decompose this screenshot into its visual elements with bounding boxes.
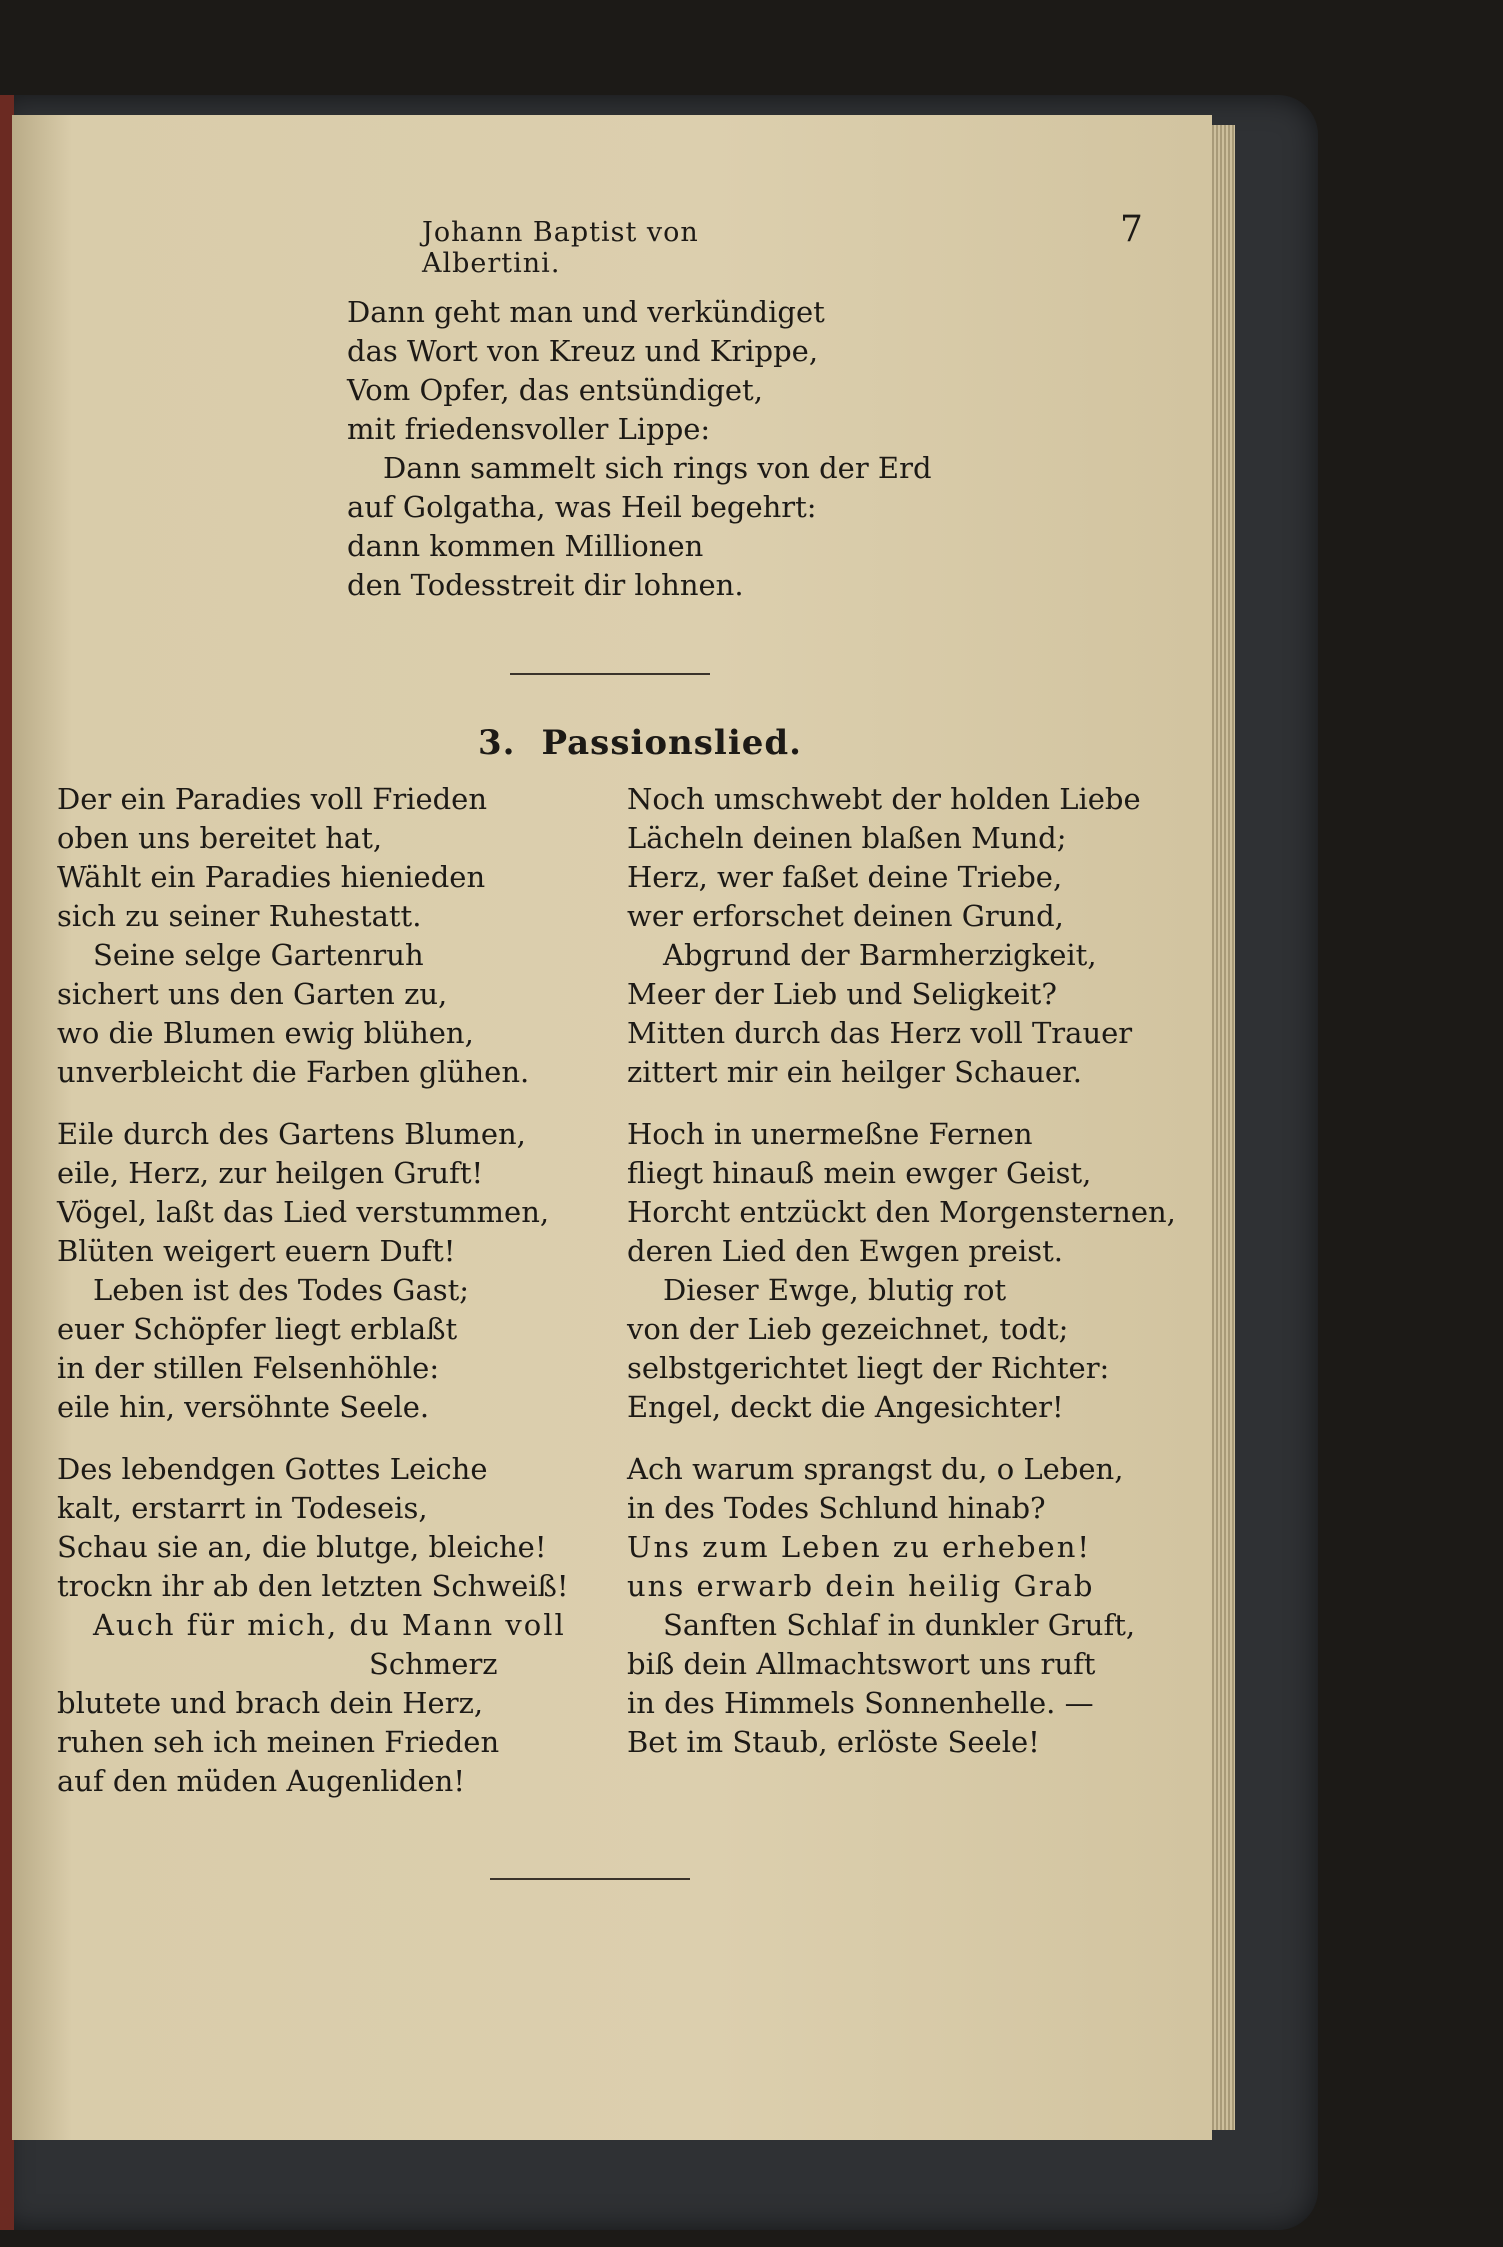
verse-line: Auch für mich, du Mann voll bbox=[93, 1608, 566, 1642]
running-title: Johann Baptist von Albertini. bbox=[422, 217, 699, 279]
verse-line: euer Schöpfer liegt erblaßt bbox=[57, 1312, 458, 1346]
verse-line: oben uns bereitet hat, bbox=[57, 821, 383, 855]
verse-line: blutete und brach dein Herz, bbox=[57, 1686, 484, 1720]
verse-line: sich zu seiner Ruhestatt. bbox=[57, 899, 422, 933]
verse-line: das Wort von Kreuz und Krippe, bbox=[347, 334, 819, 368]
verse-line: Blüten weigert euern Duft! bbox=[57, 1234, 456, 1268]
verse-line: Engel, deckt die Angesichter! bbox=[627, 1390, 1064, 1424]
verse-line: fliegt hinauß mein ewger Geist, bbox=[627, 1156, 1092, 1190]
verse-line: Dann geht man und verkündiget bbox=[347, 295, 825, 329]
verse-line: Dieser Ewge, blutig rot bbox=[663, 1273, 1007, 1307]
verse-line: Noch umschwebt der holden Liebe bbox=[627, 782, 1141, 816]
verse-line: deren Lied den Ewgen preist. bbox=[627, 1234, 1063, 1268]
verse-line: von der Lieb gezeichnet, todt; bbox=[627, 1312, 1069, 1346]
intro-stanza bbox=[347, 293, 932, 605]
verse-line: Herz, wer faßet deine Triebe, bbox=[627, 860, 1063, 894]
verse-line: auf Golgatha, was Heil begehrt: bbox=[347, 490, 817, 524]
verse-line: Meer der Lieb und Seligkeit? bbox=[627, 977, 1057, 1011]
verse-line: Wählt ein Paradies hienieden bbox=[57, 860, 486, 894]
verse-line: kalt, erstarrt in Todeseis, bbox=[57, 1491, 428, 1525]
verse-line: unverbleicht die Farben glühen. bbox=[57, 1055, 530, 1089]
verse-line: ruhen seh ich meinen Frieden bbox=[57, 1725, 500, 1759]
verse-line: selbstgerichtet liegt der Richter: bbox=[627, 1351, 1110, 1385]
verse-line: Schau sie an, die blutge, bleiche! bbox=[57, 1530, 547, 1564]
verse-line: Eile durch des Gartens Blumen, bbox=[57, 1117, 526, 1151]
verse-line: Vögel, laßt das Lied verstummen, bbox=[57, 1195, 550, 1229]
verse-line: sichert uns den Garten zu, bbox=[57, 977, 448, 1011]
verse-line: Des lebendgen Gottes Leiche bbox=[57, 1452, 488, 1486]
section-divider bbox=[510, 673, 710, 675]
verse-line: uns erwarb dein heilig Grab bbox=[627, 1569, 1095, 1603]
verse-line: Der ein Paradies voll Frieden bbox=[57, 782, 488, 816]
verse-line: in des Himmels Sonnenhelle. — bbox=[627, 1686, 1094, 1720]
verse-line: zittert mir ein heilger Schauer. bbox=[627, 1055, 1082, 1089]
verse-line: Vom Opfer, das entsündiget, bbox=[347, 373, 763, 407]
poem-number: 3. bbox=[478, 723, 516, 763]
verse-line: Abgrund der Barmherzigkeit, bbox=[663, 938, 1097, 972]
verse-line: Mitten durch das Herz voll Trauer bbox=[627, 1016, 1133, 1050]
poem-title-text: Passionslied. bbox=[541, 723, 802, 763]
verse-line: Hoch in unermeßne Fernen bbox=[627, 1117, 1033, 1151]
book-page bbox=[12, 115, 1212, 2140]
end-divider bbox=[490, 1878, 690, 1880]
right-stanza-2 bbox=[627, 1115, 1176, 1427]
verse-line: in des Todes Schlund hinab? bbox=[627, 1491, 1046, 1525]
verse-line: wer erforschet deinen Grund, bbox=[627, 899, 1064, 933]
verse-line-continuation: Schmerz bbox=[369, 1647, 498, 1681]
verse-line: eile hin, versöhnte Seele. bbox=[57, 1390, 430, 1424]
verse-line: Horcht entzückt den Morgensternen, bbox=[627, 1195, 1176, 1229]
verse-line: wo die Blumen ewig blühen, bbox=[57, 1016, 474, 1050]
left-stanza-2 bbox=[57, 1115, 549, 1427]
verse-line: mit friedensvoller Lippe: bbox=[347, 412, 711, 446]
verse-line: trockn ihr ab den letzten Schweiß! bbox=[57, 1569, 569, 1603]
verse-line: Lächeln deinen blaßen Mund; bbox=[627, 821, 1067, 855]
verse-line: in der stillen Felsenhöhle: bbox=[57, 1351, 440, 1385]
verse-line: Sanften Schlaf in dunkler Gruft, bbox=[663, 1608, 1136, 1642]
verse-line: eile, Herz, zur heilgen Gruft! bbox=[57, 1156, 484, 1190]
poem-title bbox=[478, 723, 802, 763]
verse-line: Bet im Staub, erlöste Seele! bbox=[627, 1725, 1040, 1759]
verse-line: Uns zum Leben zu erheben! bbox=[627, 1530, 1092, 1564]
left-stanza-1 bbox=[57, 780, 529, 1092]
right-stanza-3 bbox=[627, 1450, 1135, 1762]
verse-line: Ach warum sprangst du, o Leben, bbox=[627, 1452, 1124, 1486]
right-stanza-1 bbox=[627, 780, 1141, 1092]
left-stanza-3 bbox=[57, 1450, 587, 1801]
verse-line: Dann sammelt sich rings von der Erd bbox=[383, 451, 932, 485]
page-number: 7 bbox=[1120, 209, 1143, 250]
verse-line: biß dein Allmachtswort uns ruft bbox=[627, 1647, 1096, 1681]
verse-line: Leben ist des Todes Gast; bbox=[93, 1273, 470, 1307]
verse-line: Seine selge Gartenruh bbox=[93, 938, 424, 972]
verse-line: dann kommen Millionen bbox=[347, 529, 704, 563]
verse-line: den Todesstreit dir lohnen. bbox=[347, 568, 744, 602]
verse-line: auf den müden Augenliden! bbox=[57, 1764, 465, 1798]
